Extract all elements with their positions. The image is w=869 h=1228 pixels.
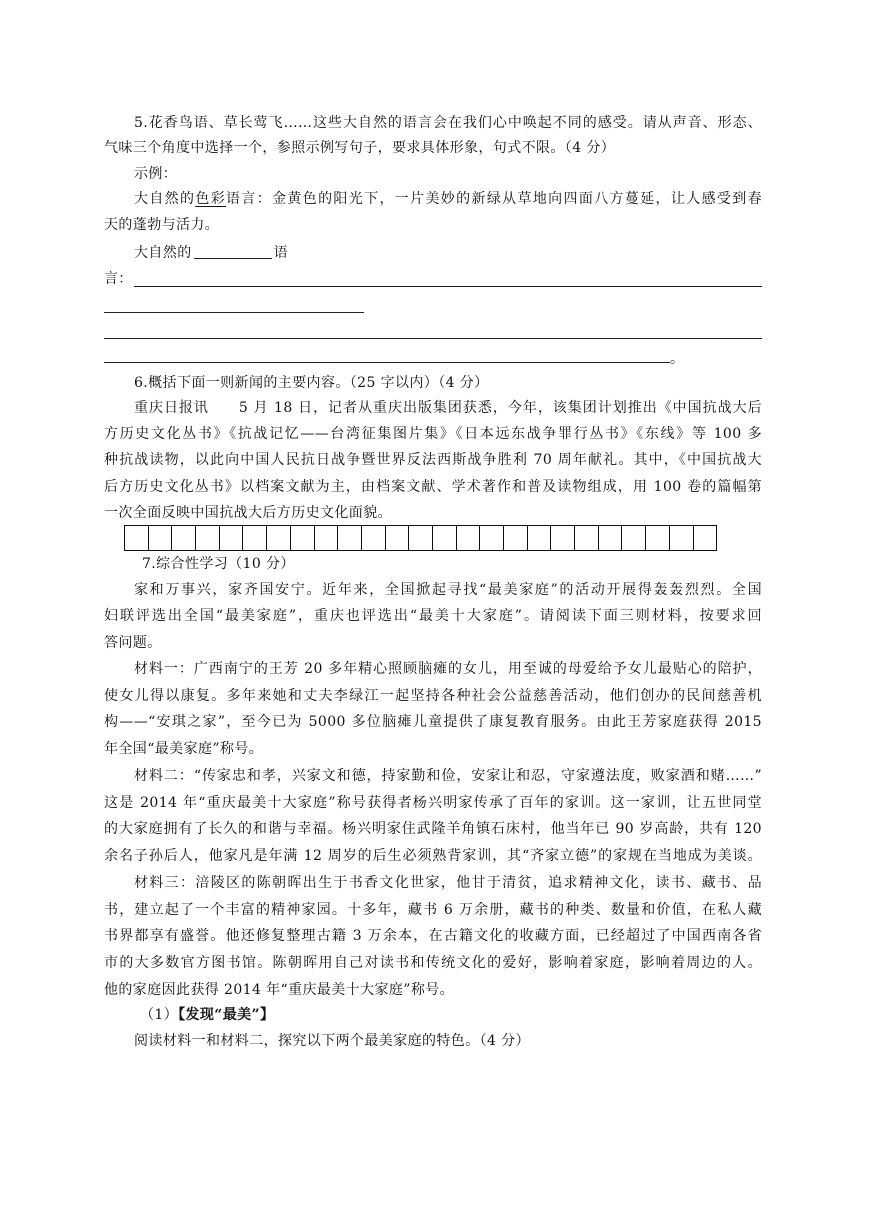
q6-answer-grid[interactable] [124,525,717,551]
answer-grid-cell[interactable] [670,525,694,551]
answer-grid-cell[interactable] [694,525,718,551]
q5-answer-line-1[interactable] [134,286,762,287]
q7-intro-3: 答问题。 [104,635,162,651]
q5-example-emphasis: 色彩 [195,191,227,207]
answer-grid-cell[interactable] [409,525,433,551]
q7-sub1-heading [140,1006,274,1024]
q5-prompt [134,244,288,262]
q7-m1-line1: 材料一：广西南宁的王芳 20 多年精心照顾脑瘫的女儿，用至诚的母爱给予女儿最贴心的陪护， [134,661,762,677]
answer-grid-cell[interactable] [362,525,386,551]
answer-grid-cell[interactable] [575,525,599,551]
q5-example-line1 [134,190,762,208]
q7-m3-line1: 材料三：涪陵区的陈朝晖出生于书香文化世家，他甘于清贫，追求精神文化，读书、藏书、品 [134,875,762,891]
q5-example-post: 语言：金黄色的阳光下，一片美妙的新绿从草地向四面八方蔓延，让人感受到春 [226,191,762,207]
q7-m3-line2: 书，建立起了一个丰富的精神家园。十多年，藏书 6 万余册，藏书的种类、数量和价值，在私人藏 [104,902,762,918]
q5-line2: 气味三个角度中选择一个，参照示例写句子，要求具体形象，句式不限。（4 分） [104,140,616,156]
answer-grid-cell[interactable] [504,525,528,551]
q5-answer-line-2[interactable] [104,312,364,313]
q7-m1-line3: 构——“安琪之家”，至今已为 5000 多位脑瘫儿童提供了康复教育服务。由此王芳家庭获得 2015 [104,714,762,730]
answer-grid-cell[interactable] [291,525,315,551]
answer-grid-cell[interactable] [528,525,552,551]
q7-m3-line5: 他的家庭因此获得 2014 年“重庆最美十大家庭”称号。 [104,982,455,998]
q5-answer-line-4[interactable] [104,362,670,363]
q7-m2-line4: 余名子孙后人，他家凡是年满 12 周岁的后生必须熟背家训，其“齐家立德”的家规在当地成为美谈。 [104,848,762,864]
answer-grid-cell[interactable] [149,525,173,551]
answer-grid-cell[interactable] [267,525,291,551]
q7-m3-line4: 市的大多数官方图书馆。陈朝晖用自己对读书和传统文化的爱好，影响着家庭，影响着周边的人。 [104,955,762,971]
q6-line2 [104,425,762,443]
answer-grid-cell[interactable] [315,525,339,551]
q6-line1: 重庆日报讯 5 月 18 日，记者从重庆出版集团获悉，今年，该集团计划推出《中国抗战大后 [134,400,762,416]
answer-grid-cell[interactable] [196,525,220,551]
answer-grid-cell[interactable] [243,525,267,551]
q7-sub1-task: 阅读材料一和材料二，探究以下两个最美家庭的特色。（4 分） [134,1033,530,1049]
q5-end-mark: 。 [670,351,685,367]
q5-example-label: 示例： [134,166,178,182]
answer-grid-cell[interactable] [622,525,646,551]
q5-prompt-pre: 大自然的 [134,245,192,261]
q7-m2-line3: 的大家庭拥有了长久的和谐与幸福。杨兴明家住武隆羊角镇石床村，他当年已 90 岁高龄，共有 120 [104,821,762,837]
q7-m1-line4: 年全国“最美家庭”称号。 [104,741,264,757]
q5-example-line2: 天的蓬勃与活力。 [104,217,220,233]
answer-grid-cell[interactable] [172,525,196,551]
q6-line3: 种抗战读物，以此向中国人民抗日战争暨世界反法西斯战争胜利 70 周年献礼。其中，《中国抗战大 [104,452,762,468]
q7-intro-1: 家和万事兴，家齐国安宁。近年来，全国掀起寻找“最美家庭”的活动开展得轰轰烈烈。全国 [134,582,762,598]
answer-grid-cell[interactable] [599,525,623,551]
answer-grid-cell[interactable] [338,525,362,551]
q5-example-pre: 大自然的 [134,191,196,207]
q5-line1: 5.花香鸟语、草长莺飞……这些大自然的语言会在我们心中唤起不同的感受。请从声音、形态、 [134,115,762,131]
q6-line4: 后方历史文化丛书》以档案文献为主，由档案文献、学术著作和普及读物组成，用 100 卷的篇幅第 [104,479,762,495]
q5-answer-line-3[interactable] [104,338,762,339]
answer-grid-cell[interactable] [433,525,457,551]
answer-grid-cell[interactable] [646,525,670,551]
answer-grid-cell[interactable] [457,525,481,551]
q7-m2-line1: 材料二：“传家忠和孝，兴家文和德，持家勤和俭，安家让和忍，守家遵法度，败家酒和赌……” [134,768,762,784]
q7-sub1-number: （1） [140,1007,179,1023]
q7-m2-line2: 这是 2014 年“重庆最美十大家庭”称号获得者杨兴明家传承了百年的家训。这一家训，让五世同堂 [104,795,762,811]
answer-grid-cell[interactable] [480,525,504,551]
answer-grid-cell[interactable] [386,525,410,551]
q7-m1-line2: 使女儿得以康复。多年来她和丈夫李绿江一起坚持各种社会公益慈善活动，他们创办的民间慈善机 [104,688,762,704]
q7-title: 7.综合性学习（10 分） [142,556,295,572]
q7-intro-2: 妇联评选出全国“最美家庭”，重庆也评选出“最美十大家庭”。请阅读下面三则材料，按要求回 [104,608,762,624]
q6-line5: 一次全面反映中国抗战大后方历史文化面貌。 [104,505,392,521]
answer-grid-cell[interactable] [125,525,149,551]
q6-line2-b: 台湾征集图片集》《日本远东战争罪行丛书》《东线》等 100 多 [329,426,763,442]
q7-m3-line3: 书界都享有盛誉。他还修复整理古籍 3 万余本，在古籍文化的收藏方面，已经超过了中国西南各省 [104,928,762,944]
answer-grid-cell[interactable] [220,525,244,551]
q6-title: 6.概括下面一则新闻的主要内容。（25 字以内）（4 分） [134,375,489,391]
q5-prompt-line2: 言： [104,271,133,287]
q6-line2-a: 方历史文化丛书》《抗战记忆—— [104,426,330,442]
q7-sub1-title: 【发现“最美”】 [178,1007,275,1023]
answer-grid-cell[interactable] [551,525,575,551]
q5-prompt-post: 语 [273,245,289,261]
q5-blank-field[interactable] [194,244,272,259]
